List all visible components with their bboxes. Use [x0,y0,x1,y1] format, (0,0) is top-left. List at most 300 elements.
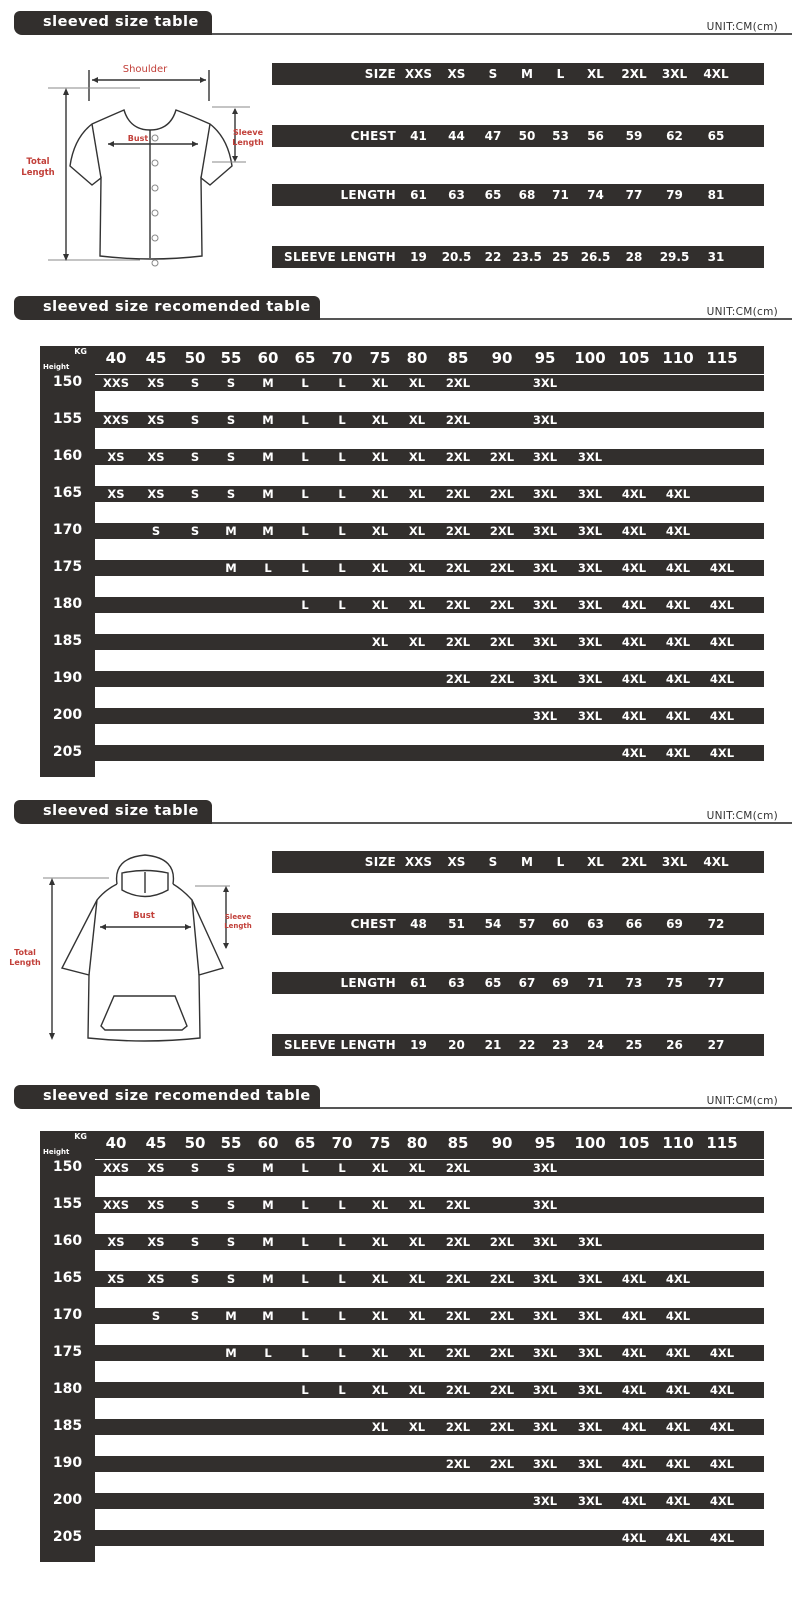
section-header-hoodie-recommend [14,1085,792,1109]
recommended-size: S [190,1235,200,1249]
recommended-size: M [262,376,274,390]
divider [320,1107,792,1109]
measure-value: 67 [518,976,536,990]
recommended-size: 3XL [577,524,603,538]
recommended-size: 4XL [709,1420,735,1434]
recommended-size: XXS [102,413,129,427]
measure-value: 26 [666,1038,683,1052]
measure-value: 23.5 [512,250,542,264]
recommended-size: XL [408,376,426,390]
measure-value: 74 [587,188,604,202]
height-row-label: 160 [52,1233,83,1249]
unit-label: UNIT:CM(cm) [706,1095,778,1107]
recommended-size: 3XL [577,1346,603,1360]
recommended-size: 2XL [489,635,515,649]
recommended-size: 4XL [665,598,691,612]
recommended-size: 4XL [621,746,647,760]
recommended-size: L [338,561,346,575]
size-column-header: XXS [404,855,433,869]
measure-value: 50 [518,129,536,143]
recommended-size: XL [371,450,389,464]
height-row-label: 150 [52,1159,83,1175]
recommended-size: 3XL [577,1272,603,1286]
size-column-header: 2XL [621,67,647,81]
recommended-size: L [301,487,309,501]
recommended-size: 4XL [709,561,735,575]
size-column-header: 4XL [703,67,729,81]
recommended-size: L [338,598,346,612]
recommended-size: XS [107,1272,125,1286]
recommended-size: L [301,524,309,538]
recommended-size: 3XL [532,450,558,464]
measure-value: 69 [666,917,683,931]
recommended-size: XS [147,1198,165,1212]
recommended-size: S [226,376,236,390]
recommended-size: 2XL [489,1383,515,1397]
recommended-size: 4XL [665,635,691,649]
height-row-label: 205 [52,744,83,760]
measure-value: 60 [552,917,569,931]
size-column-header: 3XL [661,67,688,81]
recommended-size: XS [147,487,165,501]
kg-column-header: 115 [706,349,738,367]
recommended-size: XL [408,1420,426,1434]
height-row-label: 165 [52,485,83,501]
recommended-size: 4XL [709,1346,735,1360]
recommended-size: L [338,524,346,538]
recommended-size: M [262,1309,274,1323]
size-column-header: XL [587,855,604,869]
measure-value: 65 [484,976,502,990]
kg-column-header: 105 [618,1134,650,1152]
recommended-size: L [338,1346,346,1360]
recommended-size: XL [371,487,389,501]
tshirt-diagram [20,58,270,268]
recommended-size: XS [107,1235,125,1249]
measure-value: 61 [410,188,427,202]
kg-header-row [40,346,764,374]
size-column-header: L [556,67,565,81]
size-column-header: 2XL [621,855,647,869]
measure-value: 20 [448,1038,465,1052]
kg-column-header: 65 [294,1134,316,1152]
measure-value: 59 [625,129,643,143]
row-label: LENGTH [340,976,396,990]
recommended-size: 4XL [621,598,647,612]
size-column-header: S [488,855,498,869]
size-column-header: M [521,855,533,869]
recommended-size: S [190,1309,200,1323]
row-label: CHEST [350,917,396,931]
recommended-size: 2XL [489,561,515,575]
recommended-size: XL [371,1309,389,1323]
recommended-size: 2XL [445,1420,471,1434]
recommended-size: XL [408,524,426,538]
recommended-size: L [338,413,346,427]
measure-value: 63 [587,917,604,931]
measure-value: 24 [587,1038,604,1052]
size-column-header: XXS [404,67,433,81]
recommended-size: XL [408,413,426,427]
total-length-label: Length [21,168,55,178]
recommended-size: 3XL [577,561,603,575]
kg-column-header: 40 [105,1134,127,1152]
recommended-size: 4XL [621,1494,647,1508]
recommended-size: 3XL [532,1272,558,1286]
kg-column-header: 75 [369,1134,391,1152]
recommended-size: XL [408,1309,426,1323]
recommended-size: 2XL [489,598,515,612]
recommended-size: XL [408,1161,426,1175]
recommended-size: 4XL [621,709,647,723]
measure-value: 25 [552,250,569,264]
section-header-tshirt-recommend [14,296,792,320]
recommended-size: XL [371,598,389,612]
recommended-size: M [262,1198,274,1212]
recommended-size: S [226,450,236,464]
recommended-size: 2XL [489,1272,515,1286]
recommended-size: 4XL [665,1420,691,1434]
recommended-size: 2XL [489,1235,515,1249]
recommended-size: 4XL [665,1309,691,1323]
height-row-label: 160 [52,448,83,464]
recommended-size: S [226,1272,236,1286]
recommended-size: S [151,1309,161,1323]
recommended-size: XL [371,1198,389,1212]
recommended-size: XL [371,376,389,390]
size-column-header: L [556,855,565,869]
total-label: Total [26,157,50,167]
recommended-size: 2XL [445,450,471,464]
measure-value: 20.5 [441,250,472,264]
kg-column-header: 50 [184,1134,206,1152]
recommended-size: 4XL [621,672,647,686]
sleeve-label: Sleeve [224,913,252,921]
recommended-size: 2XL [445,598,471,612]
height-row-label: 185 [52,633,83,649]
size-column-header: XL [587,67,604,81]
recommended-size: L [301,450,309,464]
recommended-size: 3XL [577,487,603,501]
row-label: CHEST [350,129,396,143]
height-row-label: 190 [52,670,83,686]
kg-column-header: 100 [574,1134,606,1152]
measure-value: 63 [448,188,465,202]
height-row-label: 185 [52,1418,83,1434]
measure-value: 75 [666,976,683,990]
measure-value: 26.5 [580,250,611,264]
height-row-label: 165 [52,1270,83,1286]
recommended-size: 3XL [577,1309,603,1323]
kg-column-header: 55 [220,1134,242,1152]
measure-value: 71 [552,188,569,202]
size-column-header: XS [447,855,466,869]
recommended-size: 2XL [445,487,471,501]
recommended-size: M [262,1235,274,1249]
height-row-label: 170 [52,1307,83,1323]
measure-value: 65 [484,188,502,202]
recommended-size: 3XL [577,1420,603,1434]
recommended-size: M [225,524,237,538]
recommended-size: 3XL [532,1161,558,1175]
recommended-size: 4XL [621,561,647,575]
recommended-size: XXS [102,1198,129,1212]
recommended-size: L [264,561,272,575]
size-measure-row [272,972,764,994]
recommended-size: 4XL [665,672,691,686]
recommended-size: XS [147,450,165,464]
recommended-size: M [262,450,274,464]
recommended-size: 2XL [445,1457,471,1471]
kg-column-header: 115 [706,1134,738,1152]
measure-value: 22 [484,250,502,264]
measure-value: 31 [707,250,725,264]
recommended-size: 3XL [532,413,558,427]
divider [212,822,792,824]
measure-value: 61 [410,976,427,990]
recommended-size: XL [408,635,426,649]
measure-value: 81 [707,188,725,202]
recommended-size: 4XL [665,487,691,501]
total-length-label: Length [9,958,41,967]
recommended-size: 2XL [489,1420,515,1434]
size-measure-row [272,1034,764,1056]
corner-cell [40,346,95,374]
recommended-size: 3XL [532,1346,558,1360]
size-measure-row [272,246,764,268]
measure-value: 19 [410,1038,427,1052]
unit-label: UNIT:CM(cm) [706,306,778,318]
recommended-size: 2XL [489,1457,515,1471]
recommended-size: XL [408,1272,426,1286]
measure-value: 54 [484,917,502,931]
recommended-size: 2XL [489,1309,515,1323]
recommended-size: L [338,487,346,501]
section-title: sleeved size table [14,800,212,824]
recommended-size: L [338,1309,346,1323]
height-row-label: 150 [52,374,83,390]
recommended-size: L [301,598,309,612]
measure-value: 56 [587,129,604,143]
recommended-size: XL [371,1383,389,1397]
recommended-size: M [262,413,274,427]
recommended-size: 3XL [532,709,558,723]
height-row-label: 200 [52,707,83,723]
measure-value: 68 [518,188,536,202]
height-row-label: 205 [52,1529,83,1545]
shoulder-label: Shoulder [122,64,168,75]
size-column-header: 3XL [661,855,688,869]
recommended-size: 4XL [709,1494,735,1508]
corner-cell [40,1131,95,1159]
recommended-size: XL [408,598,426,612]
recommended-size: 4XL [709,709,735,723]
recommended-size: M [262,524,274,538]
recommended-size: S [190,524,200,538]
recommended-size: XL [371,524,389,538]
recommended-size: 4XL [665,1383,691,1397]
recommended-size: L [264,1346,272,1360]
measure-value: 25 [625,1038,643,1052]
kg-column-header: 80 [406,349,428,367]
recommended-size: 4XL [621,524,647,538]
hoodie-diagram [5,848,265,1048]
measure-value: 23 [552,1038,569,1052]
total-label: Total [14,948,36,957]
recommended-size: L [338,1235,346,1249]
recommended-size: XS [107,487,125,501]
recommended-size: 2XL [445,561,471,575]
recommended-size: 2XL [489,672,515,686]
measure-value: 71 [587,976,604,990]
measure-value: 47 [484,129,502,143]
row-label: SLEEVE LENGTH [284,250,396,264]
bust-label: Bust [127,134,149,143]
recommended-size: XL [408,487,426,501]
recommended-size: 4XL [665,709,691,723]
recommended-size: 3XL [532,376,558,390]
recommended-size: M [225,1309,237,1323]
recommended-size: L [338,1272,346,1286]
recommended-size: 3XL [577,709,603,723]
section-header-hoodie-size [14,800,792,824]
recommended-size: XS [147,1235,165,1249]
recommended-size: 3XL [577,1457,603,1471]
measure-value: 41 [410,129,427,143]
kg-column-header: 70 [331,349,353,367]
kg-column-header: 90 [491,1134,513,1152]
recommended-size: 2XL [489,1346,515,1360]
size-column-header: 4XL [703,855,729,869]
recommended-size: S [190,487,200,501]
recommended-size: 2XL [445,1383,471,1397]
measure-value: 28 [625,250,643,264]
recommended-size: 4XL [621,1420,647,1434]
measure-value: 62 [666,129,683,143]
recommended-size: 4XL [709,672,735,686]
measure-value: 65 [707,129,725,143]
recommended-size: 4XL [621,635,647,649]
sleeve-length-label: Length [224,922,252,930]
section-title: sleeved size recomended table [14,296,320,320]
kg-column-header: 100 [574,349,606,367]
recommended-size: XL [408,1346,426,1360]
kg-axis-label: KG [74,1132,87,1141]
measure-value: 27 [707,1038,725,1052]
kg-column-header: 60 [257,1134,279,1152]
recommended-size: M [262,1161,274,1175]
measure-value: 77 [625,188,643,202]
divider [320,318,792,320]
recommended-size: S [190,1198,200,1212]
recommended-size: 3XL [532,1420,558,1434]
height-row-label: 155 [52,411,83,427]
recommended-size: XS [147,1272,165,1286]
recommended-size: XS [147,413,165,427]
recommended-size: 2XL [489,524,515,538]
recommended-size: 3XL [577,450,603,464]
recommended-size: M [225,561,237,575]
recommended-size: 4XL [621,1457,647,1471]
size-header-row [272,63,764,85]
recommended-size: 3XL [532,561,558,575]
recommended-size: XL [371,1272,389,1286]
recommended-size: 3XL [577,1494,603,1508]
recommended-size: L [301,1309,309,1323]
recommended-size: S [190,376,200,390]
recommended-size: 4XL [709,1457,735,1471]
recommended-size: 3XL [532,1198,558,1212]
unit-label: UNIT:CM(cm) [706,810,778,822]
kg-column-header: 70 [331,1134,353,1152]
recommended-size: S [226,1161,236,1175]
recommended-size: 4XL [665,1457,691,1471]
recommended-size: 3XL [532,672,558,686]
kg-header-row [40,1131,764,1159]
row-label: LENGTH [340,188,396,202]
recommended-size: L [301,413,309,427]
recommended-size: 2XL [445,524,471,538]
section-title: sleeved size table [14,11,212,35]
recommended-size: 3XL [577,672,603,686]
measure-value: 48 [410,917,427,931]
recommended-size: 2XL [445,672,471,686]
height-axis-label: Height [43,1148,70,1156]
size-measure-row [272,184,764,206]
size-measure-row [272,913,764,935]
kg-column-header: 45 [145,1134,167,1152]
recommended-size: 2XL [445,1346,471,1360]
height-row-label: 170 [52,522,83,538]
recommended-size: XL [371,413,389,427]
recommended-size: S [226,1235,236,1249]
kg-column-header: 80 [406,1134,428,1152]
height-row-label: 180 [52,596,83,612]
recommended-size: S [226,413,236,427]
divider [212,33,792,35]
height-row-label: 200 [52,1492,83,1508]
recommended-size: 4XL [621,1272,647,1286]
recommended-size: 3XL [577,1235,603,1249]
recommended-size: XL [371,1346,389,1360]
recommended-size: 3XL [532,487,558,501]
height-row-label: 175 [52,559,83,575]
recommended-size: L [338,376,346,390]
recommended-size: 4XL [709,635,735,649]
row-label: SIZE [364,855,396,869]
kg-column-header: 95 [534,1134,556,1152]
recommended-size: 4XL [709,1383,735,1397]
recommended-size: XS [107,450,125,464]
kg-column-header: 85 [447,1134,469,1152]
height-row-label: 190 [52,1455,83,1471]
recommended-size: 2XL [445,1198,471,1212]
measure-value: 66 [625,917,643,931]
measure-value: 73 [625,976,643,990]
recommended-size: 3XL [577,1383,603,1397]
kg-column-header: 110 [662,349,694,367]
kg-column-header: 95 [534,349,556,367]
recommended-size: 4XL [709,1531,735,1545]
recommended-size: XXS [102,1161,129,1175]
recommended-size: S [226,1198,236,1212]
recommended-size: XL [371,1235,389,1249]
recommended-size: 3XL [532,524,558,538]
recommended-size: XS [147,1161,165,1175]
recommended-size: 3XL [577,598,603,612]
measure-value: 22 [518,1038,536,1052]
recommended-size: S [226,487,236,501]
